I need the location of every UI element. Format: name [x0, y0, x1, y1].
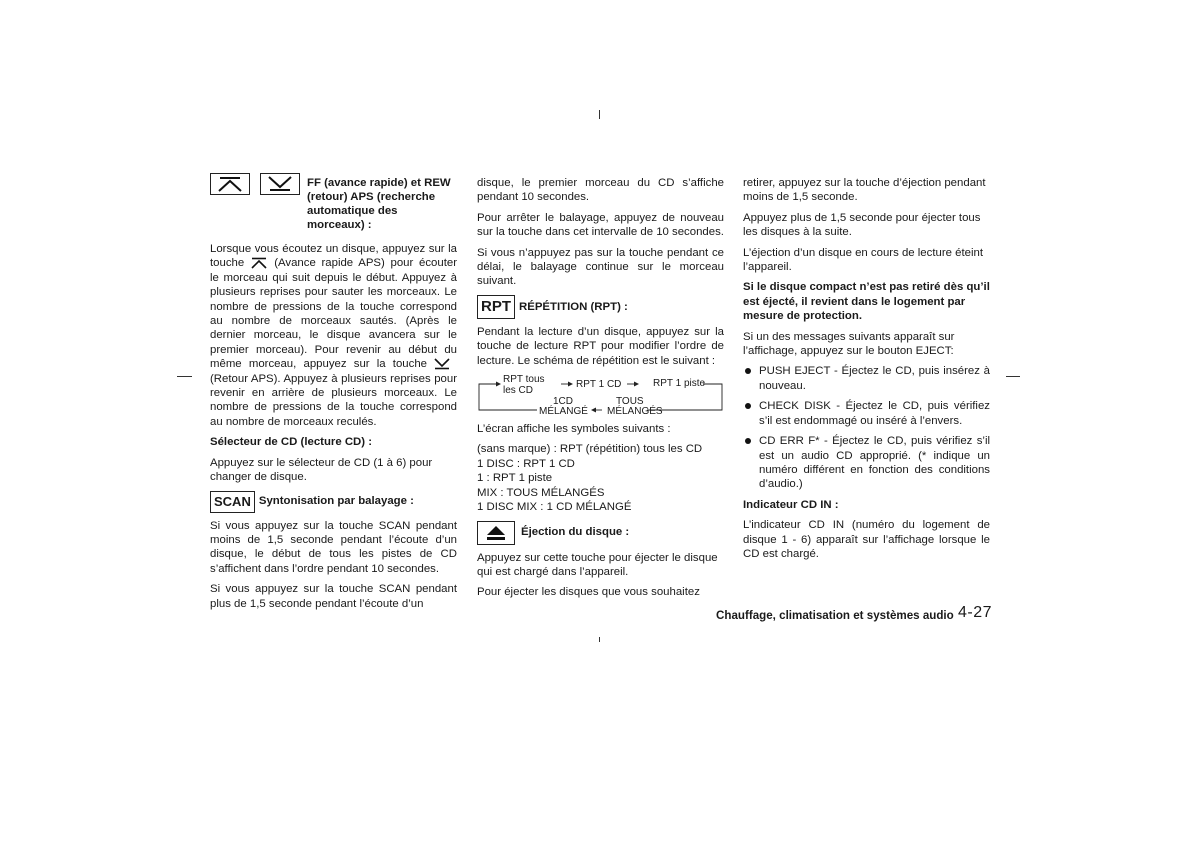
symbol-line: 1 : RPT 1 piste [477, 472, 553, 485]
error-messages-list [743, 364, 990, 491]
list-item: CD ERR F* - Éjectez le CD, puis vérifiez s’il est un audio CD approprié. (* indique un numéro différent en fonction des conditions d’audio.) [743, 434, 990, 492]
eject-paragraph-2: Pour éjecter les disques que vous souhaitez [477, 586, 700, 599]
diagram-rpt-all-line1: RPT tous [503, 374, 545, 386]
scan-button-icon: SCAN [210, 491, 255, 513]
cd-in-text: L’indicateur CD IN (numéro du logement de disque 1 - 6) apparaît sur l’affichage lorsque le CD est chargé. [743, 519, 990, 560]
crop-mark-left [177, 376, 192, 377]
ff-rew-heading: FF (avance rapide) et REW (retour) APS (recherche automatique des morceaux) : [307, 177, 451, 231]
ff-text-b: (Avance rapide APS) pour écouter le morceau qui suit depuis le début. Appuyez à plusieurs reprises pour sauter les morceaux. Le nombre de pressions de la touche correspond au nombre de morceaux sautés. (Après le dernier morceau, le disque avancera sur le premier morceau). Pour revenir au début du même morceau, appuyez sur la touche [210, 257, 457, 371]
ff-text-a: Lorsque vous écoutez un disque, appuyez sur la touche [210, 243, 457, 270]
ff-rew-paragraph [210, 242, 457, 429]
bullet-icon [745, 438, 751, 444]
symbols-list [477, 442, 724, 514]
eject-power-text: L’éjection d’un disque en cours de lecture éteint l’appareil. [743, 246, 983, 274]
crop-mark-top [599, 110, 600, 119]
scan-heading: Syntonisation par balayage : [258, 495, 414, 508]
eject-button-icon [477, 521, 515, 545]
symbol-line: 1 DISC : RPT 1 CD [477, 457, 575, 470]
scan-paragraph-2: Si vous appuyez sur la touche SCAN pendant plus de 1,5 seconde pendant l’écoute d’un [210, 583, 457, 610]
bullet-icon [745, 403, 751, 409]
protection-warning: Si le disque compact n’est pas retiré dès qu’il est éjecté, il revient dans le logement par mesure de protection. [743, 281, 990, 323]
eject-header [477, 521, 724, 545]
crop-mark-bottom [599, 637, 600, 642]
crop-mark-right [1006, 376, 1020, 377]
eject-heading: Éjection du disque : [521, 526, 630, 539]
cd-in-heading: Indicateur CD IN : [743, 498, 839, 511]
diagram-tous: TOUS [616, 396, 644, 408]
column-left [210, 176, 457, 617]
column-middle [477, 176, 724, 606]
symbols-intro: L’écran affiche les symboles suivants : [477, 423, 671, 436]
rpt-button-icon: RPT [477, 295, 515, 319]
diagram-melanges: MÉLANGÉS [607, 406, 663, 418]
rew-aps-button-icon [260, 173, 300, 195]
rpt-header [477, 295, 724, 319]
eject-paragraph-1: Appuyez sur cette touche pour éjecter le disque qui est chargé dans l’appareil. [477, 551, 718, 578]
diagram-rpt-all-line2: les CD [503, 385, 534, 397]
diagram-rpt-1cd: RPT 1 CD [576, 379, 622, 391]
list-item: PUSH EJECT - Éjectez le CD, puis insérez à nouveau. [743, 364, 990, 393]
eject-all-text: Appuyez plus de 1,5 seconde pour éjecter tous les disques à la suite. [743, 211, 981, 239]
repeat-cycle-diagram [477, 374, 724, 418]
symbol-line: 1 DISC MIX : 1 CD MÉLANGÉ [477, 501, 632, 514]
rew-aps-inline-icon [433, 358, 451, 370]
section-footer: Chauffage, climatisation et systèmes audio [716, 609, 954, 622]
rpt-heading: RÉPÉTITION (RPT) : [519, 300, 628, 313]
ff-text-c: (Retour APS). Appuyez à plusieurs reprises pour revenir en arrière de plusieurs morceaux. Le nombre de pressions de la touche correspond au nombre de morceaux reculés. [210, 372, 457, 428]
cd-selector-text: Appuyez sur le sélecteur de CD (1 à 6) pour changer de disque. [210, 456, 433, 484]
ff-aps-button-icon [210, 173, 250, 195]
rpt-paragraph: Pendant la lecture d’un disque, appuyez sur la touche de lecture RPT pour modifier l’ordre de lecture. Le schéma de répétition est le suivant : [477, 325, 724, 367]
scan-continued-text: disque, le premier morceau du CD s’affiche pendant 10 secondes. [477, 177, 724, 204]
symbol-line: (sans marque) : RPT (répétition) tous les CD [477, 443, 703, 456]
scan-paragraph-1: Si vous appuyez sur la touche SCAN pendant moins de 1,5 seconde pendant l’écoute d’un disque, le début de tous les pistes de CD s’affichent dans l’ordre pendant 10 secondes. [210, 519, 457, 575]
diagram-1cd: 1CD [553, 396, 574, 408]
column-right [743, 176, 990, 567]
bullet-icon [745, 368, 751, 374]
list-item: CHECK DISK - Éjectez le CD, puis vérifiez s’il est endommagé ou inséré à l’envers. [743, 399, 990, 428]
eject-continued-text: retirer, appuyez sur la touche d’éjection pendant moins de 1,5 seconde. [743, 177, 986, 204]
scan-header [210, 491, 457, 513]
scan-stop-text: Pour arrêter le balayage, appuyez de nouveau sur la touche dans cet intervalle de 10 secondes. [477, 211, 724, 239]
ff-rew-header [210, 176, 457, 232]
cd-selector-heading: Sélecteur de CD (lecture CD) : [210, 436, 373, 449]
diagram-rpt-1piste: RPT 1 piste [653, 378, 706, 390]
messages-intro: Si un des messages suivants apparaît sur l’affichage, appuyez sur le bouton EJECT: [743, 330, 955, 358]
ff-aps-inline-icon [250, 257, 268, 269]
symbol-line: MIX : TOUS MÉLANGÉS [477, 486, 605, 499]
scan-continue-text: Si vous n’appuyez pas sur la touche pendant ce délai, le balayage continue sur le morceau suivant. [477, 246, 724, 288]
page-number: 4-27 [958, 604, 993, 621]
diagram-melange: MÉLANGÉ [539, 406, 588, 418]
